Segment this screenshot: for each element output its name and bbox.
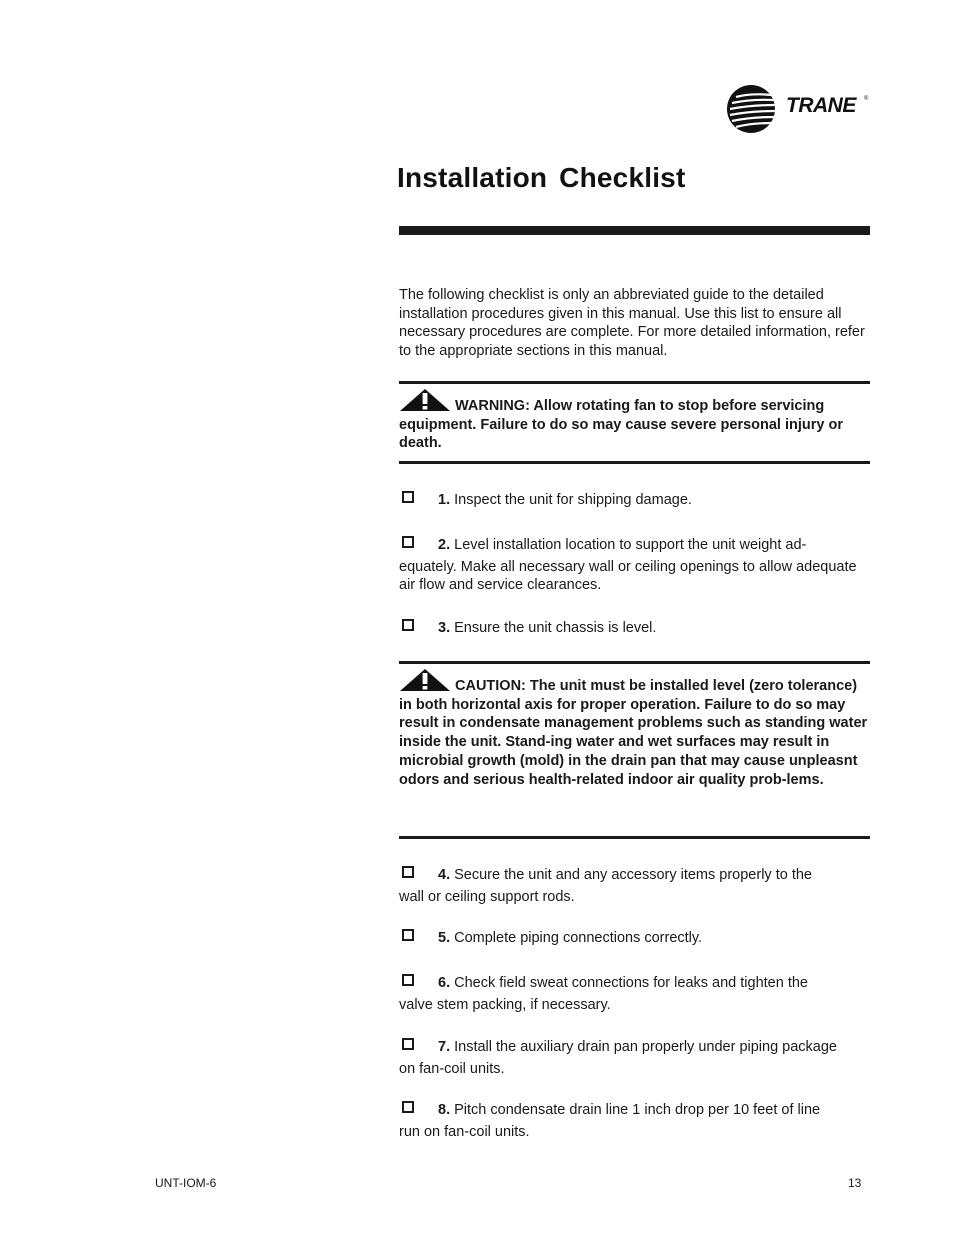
item-number: 1.	[438, 492, 451, 508]
item-text-continued: run on fan-coil units.	[399, 1123, 530, 1140]
checkbox[interactable]	[402, 619, 414, 631]
trane-globe-icon	[726, 84, 776, 134]
checkbox[interactable]	[402, 536, 414, 548]
item-text: Check field sweat connections for leaks and tighten the	[454, 975, 808, 991]
item-number: 5.	[438, 930, 451, 946]
checklist-item-4	[399, 866, 871, 906]
checklist-item-8	[399, 1101, 871, 1141]
caution-box	[399, 661, 870, 839]
checklist-item-1	[399, 491, 871, 510]
warning-text: WARNING: Allow rotating fan to stop before servicing equipment. Failure to do so may cause severe personal injury or death.	[399, 398, 843, 452]
checkbox[interactable]	[402, 929, 414, 941]
item-number: 2.	[438, 537, 451, 553]
item-text: Ensure the unit chassis is level.	[454, 620, 657, 636]
checkbox[interactable]	[402, 866, 414, 878]
trane-wordmark: TRANE	[786, 94, 856, 117]
checklist-item-2	[399, 536, 871, 595]
item-text-continued: valve stem packing, if necessary.	[399, 996, 611, 1013]
footer-page-number: 13	[848, 1176, 862, 1190]
caution-text: CAUTION: The unit must be installed level (zero tolerance) in both horizontal axis for proper operation. Failure to do so may result in condensate management problems such as standing water inside the unit. Stand-ing water and wet surfaces may result in microbial growth (mold) in the drain pan that may cause unpleasnt odors and serious health-related indoor air quality prob-lems.	[399, 678, 868, 788]
title-rule	[399, 226, 870, 235]
checklist-item-5	[399, 929, 871, 948]
trane-logo	[726, 84, 876, 134]
registered-mark: ®	[864, 96, 869, 102]
item-text: Pitch condensate drain line 1 inch drop per 10 feet of line	[454, 1102, 821, 1118]
item-text-continued: wall or ceiling support rods.	[399, 888, 575, 905]
item-number: 3.	[438, 620, 451, 636]
warning-triangle-icon	[399, 668, 451, 692]
item-text-continued: equately. Make all necessary wall or ceiling openings to allow adequate air flow and service clearances.	[399, 558, 857, 593]
checklist-item-6	[399, 974, 871, 1014]
item-number: 8.	[438, 1102, 451, 1118]
item-number: 6.	[438, 975, 451, 991]
item-text: Level installation location to support the unit weight ad-	[454, 537, 807, 553]
checkbox[interactable]	[402, 1038, 414, 1050]
item-text: Inspect the unit for shipping damage.	[454, 492, 692, 508]
checklist-item-3	[399, 619, 871, 638]
checkbox[interactable]	[402, 491, 414, 503]
page-title: Installation Checklist	[397, 162, 686, 193]
item-text-continued: on fan-coil units.	[399, 1060, 505, 1077]
warning-box	[399, 381, 870, 464]
item-number: 7.	[438, 1039, 451, 1055]
checkbox[interactable]	[402, 974, 414, 986]
warning-triangle-icon	[399, 388, 451, 412]
checkbox[interactable]	[402, 1101, 414, 1113]
checklist-item-7	[399, 1038, 871, 1078]
item-number: 4.	[438, 867, 451, 883]
item-text: Complete piping connections correctly.	[454, 930, 703, 946]
item-text: Secure the unit and any accessory items properly to the	[454, 867, 812, 883]
footer-doc-id: UNT-IOM-6	[155, 1176, 217, 1190]
item-text: Install the auxiliary drain pan properly under piping package	[454, 1039, 838, 1055]
intro-paragraph: The following checklist is only an abbreviated guide to the detailed installation procedures given in this manual. Use this list to ensure all necessary procedures are complete. For more detailed information, refer to the appropriate sections in this manual.	[399, 287, 865, 359]
